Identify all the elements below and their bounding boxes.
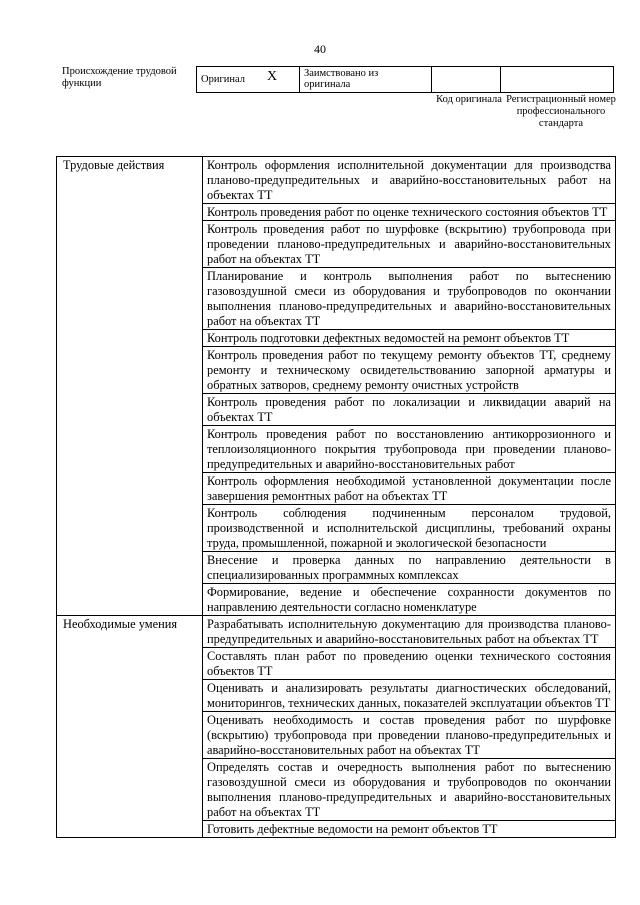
section-item: Контроль подготовки дефектных ведомостей на ремонт объектов ТТ — [203, 330, 616, 347]
original-mark: X — [267, 69, 278, 84]
borrowed-cell — [300, 67, 432, 93]
section-item: Разрабатывать исполнительную документацию для производства планово-предупредительных и аварийно-восстановительных работ на объектах ТТ — [203, 616, 616, 648]
section-item: Контроль проведения работ по текущему ремонту объектов ТТ, среднему ремонту и техническому освидетельствованию запорной арматуры и обратных затворов, среднему ремонту очистных устройств — [203, 347, 616, 394]
section-item: Планирование и контроль выполнения работ по вытеснению газовоздушной смеси из оборудования и трубопроводов по окончании выполнения планово-предупредительных и аварийно-восстановительных работ на объектах ТТ — [203, 268, 616, 330]
section-item: Внесение и проверка данных по направлению деятельности в специализированных программных комплексах — [203, 552, 616, 584]
section-title: Трудовые действия — [57, 157, 203, 616]
section-item: Формирование, ведение и обеспечение сохранности документов по направлению деятельности согласно номенклатуре — [203, 584, 616, 616]
section-title: Необходимые умения — [57, 616, 203, 838]
section-item: Контроль проведения работ по оценке технического состояния объектов ТТ — [203, 204, 616, 221]
section-item: Готовить дефектные ведомости на ремонт объектов ТТ — [203, 821, 616, 838]
section-item: Контроль оформления исполнительной документации для производства планово-предупредительных и аварийно-восстановительных работ на объектах ТТ — [203, 157, 616, 204]
code-caption: Код оригинала — [436, 94, 502, 105]
function-table — [56, 156, 616, 838]
section-item: Определять состав и очередность выполнения работ по вытеснению газовоздушной смеси из оборудования и трубопроводов по окончании выполнения планово-предупредительных и аварийно-восстановительных работ на объектах ТТ — [203, 759, 616, 821]
table-row — [57, 616, 616, 648]
section-item: Составлять план работ по проведению оценки технического состояния объектов ТТ — [203, 648, 616, 680]
code-cell — [432, 67, 501, 93]
reg-number-caption: Регистрационный номер профессионального стандарта — [506, 94, 616, 129]
section-item: Контроль проведения работ по локализации и ликвидации аварий на объектах ТТ — [203, 394, 616, 426]
section-item: Контроль проведения работ по шурфовке (вскрытию) трубопровода при проведении планово-предупредительных и аварийно-восстановительных работ на объектах ТТ — [203, 221, 616, 268]
section-item: Контроль оформления необходимой установленной документации после завершения ремонтных работ на объектах ТТ — [203, 473, 616, 505]
reg-number-cell — [501, 67, 614, 93]
borrowed-label: Заимствовано из оригинала — [304, 68, 379, 90]
table-row — [57, 157, 616, 204]
original-label: Оригинал — [201, 74, 245, 85]
section-item: Контроль соблюдения подчиненным персоналом трудовой, производственной и исполнительской дисциплины, требований охраны труда, промышленной, пожарной и экологической безопасности — [203, 505, 616, 552]
section-item: Оценивать и анализировать результаты диагностических обследований, мониторингов, технических данных, показателей эксплуатации объектов ТТ — [203, 680, 616, 712]
section-item: Контроль проведения работ по восстановлению антикоррозионного и теплоизоляционного покрытия трубопровода при проведении планово-предупредительных и аварийно-восстановительных работ — [203, 426, 616, 473]
origin-label: Происхождение трудовой функции — [62, 66, 177, 89]
page-number: 40 — [314, 42, 326, 56]
section-item: Оценивать необходимость и состав проведения работ по шурфовке (вскрытию) трубопровода при проведении планово-предупредительных и аварийно-восстановительных работ на объектах ТТ — [203, 712, 616, 759]
origin-table — [196, 66, 614, 93]
original-cell — [197, 67, 300, 93]
